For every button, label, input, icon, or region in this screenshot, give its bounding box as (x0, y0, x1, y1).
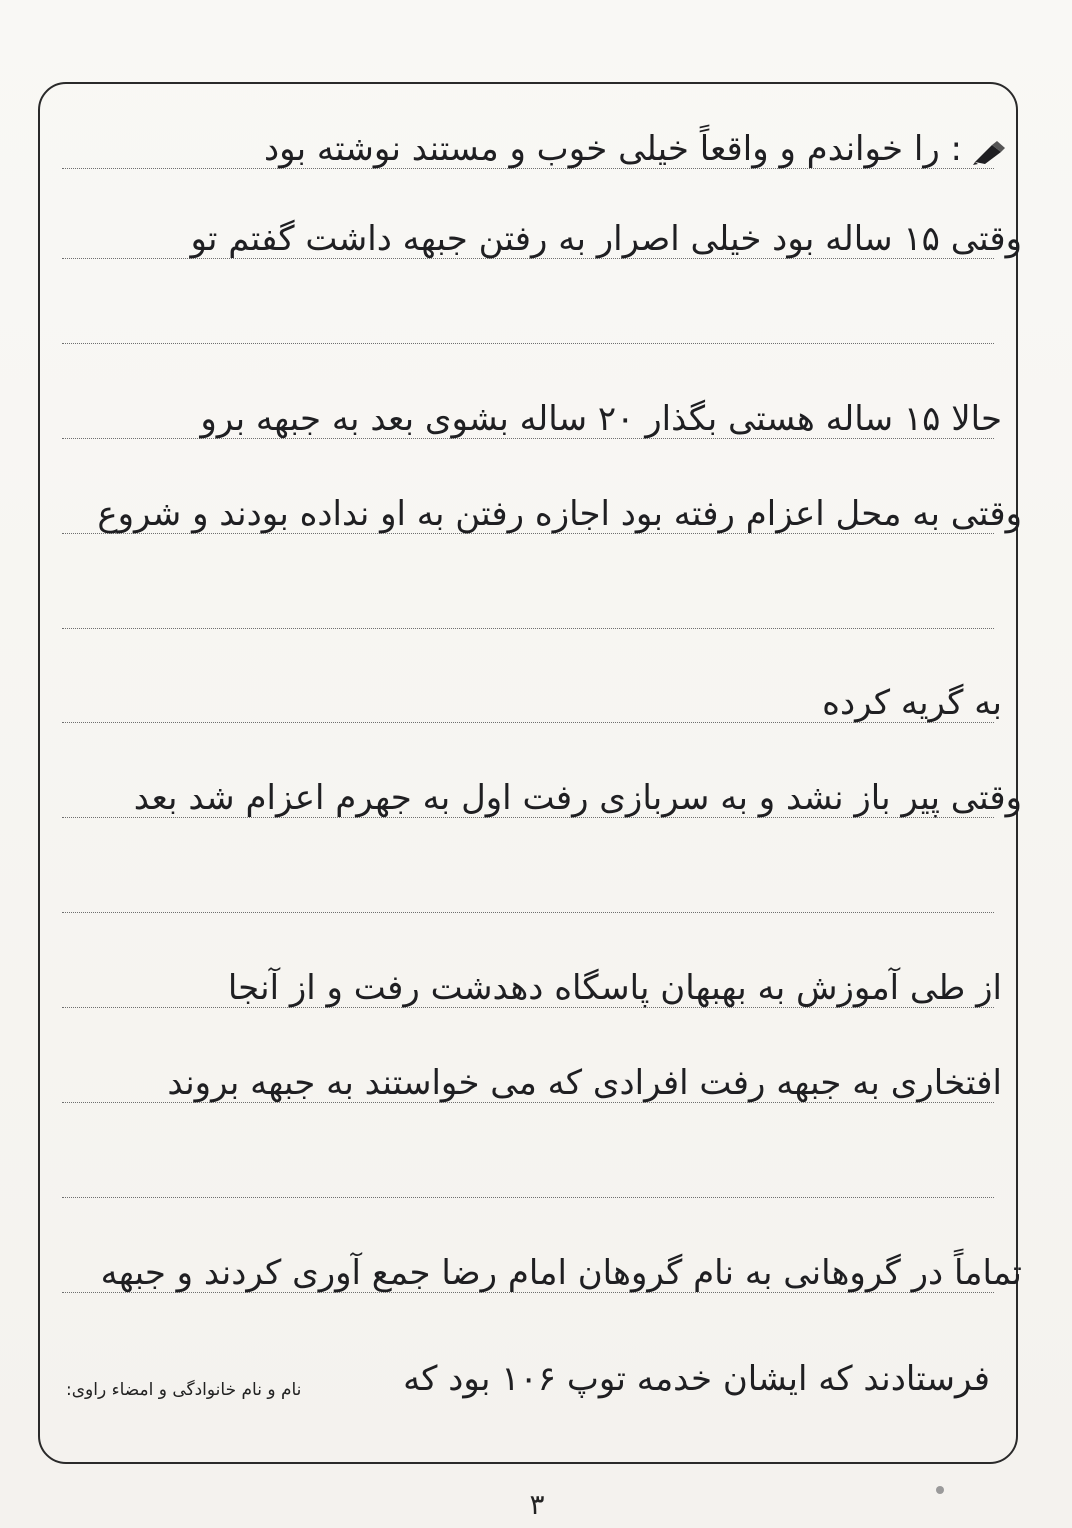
page-number: ۳ (529, 1488, 545, 1521)
handwritten-line-6: وقتی پیر باز نشد و به سربازی رفت اول به جهرم اعزام شد بعد (133, 778, 1022, 818)
handwritten-line-7: از طی آموزش به بهبهان پاسگاه دهدشت رفت و از آنجا (227, 968, 1002, 1008)
handwritten-line-9: تماماً در گروهانی به نام گروهان امام رضا جمع آوری کردند و جبهه (100, 1253, 1022, 1293)
handwritten-line-1: : را خواندم و واقعاً خیلی خوب و مستند نوشته بود (263, 129, 962, 169)
pen-icon (972, 140, 1006, 166)
handwritten-line-4: وقتی به محل اعزام رفته بود اجازه رفتن به او نداده بودند و شروع (97, 494, 1022, 534)
writing-rule (62, 628, 994, 629)
handwritten-line-2: وقتی ۱۵ ساله بود خیلی اصرار به رفتن جبهه داشت گفتم تو (190, 219, 1022, 259)
handwritten-line-3: حالا ۱۵ ساله هستی بگذار ۲۰ ساله بشوی بعد به جبهه برو (200, 399, 1002, 439)
handwritten-line-5: به گریه کرده (822, 683, 1002, 723)
handwritten-line-10: فرستادند که ایشان خدمه توپ ۱۰۶ بود که (403, 1359, 990, 1399)
narrator-signature-label: نام و نام خانوادگی و امضاء راوی: (66, 1380, 302, 1400)
writing-rule (62, 343, 994, 344)
writing-rule (62, 1197, 994, 1198)
writing-rule (62, 912, 994, 913)
handwritten-line-8: افتخاری به جبهه رفت افرادی که می خواستند به جبهه بروند (167, 1063, 1002, 1103)
paper-speck (936, 1486, 944, 1494)
